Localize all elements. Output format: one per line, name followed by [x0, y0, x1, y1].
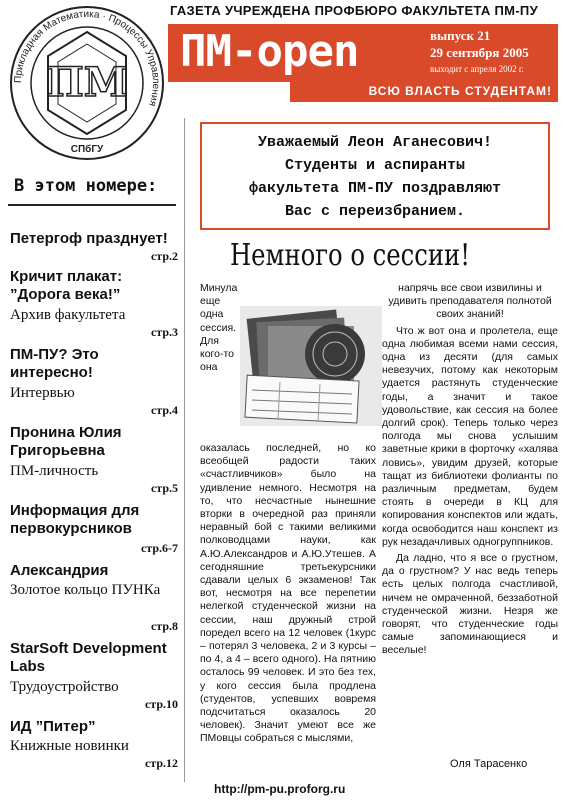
toc-item-page: стр.2 — [150, 249, 178, 263]
article-column-2 — [382, 282, 558, 658]
published-since: выходит с апреля 2002 г. — [430, 64, 524, 74]
congrats-line-1: Уважаемый Леон Аганесович! — [257, 134, 493, 151]
exam-papers-photo — [240, 306, 382, 426]
logo-bottom-text: СПбГУ — [70, 144, 104, 155]
congratulations-box — [200, 122, 550, 230]
toc-item-page: стр.8 — [150, 619, 178, 633]
article-col2-paragraph-2: Что ж вот она и пролетела, еще одна любимая всеми нами сессия, одна из десяти (для самых невезучих, потому как некоторым удается растянуть студенческие годы, а значит и такое удовольствие, как сессия на более долгий срок). Теперь только через полгода мы снова услышим заветные крики в форточку «халява ловись», увидим друзей, которые тащат из библиотеки фолианты по различным предметам, будем стоять в очереди в КЦ для копирования конспектов или ждать, когда освободится наш конспект из рук незадачливых одногруппников. — [382, 324, 558, 548]
toc-item-subtitle: Золотое кольцо ПУНКа — [10, 582, 161, 598]
newspaper-title: ПМ-open — [180, 26, 359, 77]
toc-heading: В этом номере: — [14, 176, 158, 196]
toc-item-title[interactable]: Пронина Юлия Григорьевна — [10, 424, 122, 459]
toc-item-page: стр.6-7 — [140, 541, 178, 555]
article-col1-text: Минула еще одна сессия. Для кого-то она оказалась последней, но ко всеобщей радости таких «счастливчиков» было на удивление немного. Несмотря на то, что несчастные нынешние вторки в очередной раз приняли неравный бой с такими великими полководцами науки, как А.Ю.Александров и А.Ю.Утешев. А сегодняшние третьекурсники сдавали целых 6 экзаменов! Так вот, несмотря на все перепетии нелегкой студенческой жизни на сессии, наш дружный строй поредел всего на 12 человек (1курс – потерял 3 человека, 2 и 3 курсы – по 4, а 4 – всего одного). На пятнию осталось 99 человек. И это без тех, у кого сессия была продлена (студентов, успевших вовремя подсчитаться оказалось 20 человек). Значит умеют все же ПМовцы собраться с мыслями, — [200, 282, 376, 745]
issue-number: выпуск 21 — [430, 28, 491, 43]
toc-item-title[interactable]: Кричит плакат: ”Дорога века!” — [10, 268, 123, 303]
svg-text:ПМ: ПМ — [45, 59, 129, 106]
column-divider — [184, 118, 185, 782]
toc-item-subtitle: Трудоустройство — [10, 679, 119, 695]
toc-item-title[interactable]: ПМ-ПУ? Это интересно! — [10, 346, 99, 381]
toc-item-page: стр.12 — [144, 756, 178, 770]
toc-item-subtitle: Книжные новинки — [10, 738, 129, 754]
footer-url-link[interactable]: http://pm-pu.proforg.ru — [214, 782, 346, 796]
congrats-line-2: Студенты и аспиранты — [284, 157, 466, 174]
toc-item-page: стр.3 — [150, 325, 178, 339]
toc-item-title[interactable]: Александрия — [10, 562, 109, 579]
issue-date: 29 сентября 2005 — [430, 45, 529, 60]
toc-divider — [8, 204, 176, 206]
toc-item-title[interactable]: StarSoft Development Labs — [10, 640, 167, 675]
slogan: ВСЮ ВЛАСТЬ СТУДЕНТАМ! — [368, 84, 552, 98]
article-col2-paragraph-1: напрячь все свои извилины и удивить преподавателя полнотой своих знаний! — [388, 282, 552, 321]
masthead-bar — [168, 24, 558, 82]
founder-line: ГАЗЕТА УЧРЕЖДЕНА ПРОФБЮРО ФАКУЛЬТЕТА ПМ-ПУ — [170, 3, 538, 18]
toc-item-subtitle: Интервью — [10, 385, 75, 401]
toc-item-title[interactable]: Информация для первокурсников — [10, 502, 140, 537]
congrats-line-3: факультета ПМ-ПУ поздравляют — [248, 180, 502, 197]
article-title: Немного о сессии! — [230, 238, 470, 273]
logo-ring-text: Прикладная Математика · Процессы Управления — [12, 8, 162, 108]
toc-item-page: стр.5 — [150, 481, 178, 495]
toc-item-page: стр.10 — [144, 697, 178, 711]
article-author: Оля Тарасенко — [450, 758, 528, 770]
faculty-logo — [8, 4, 166, 162]
slogan-bar — [290, 82, 558, 102]
congrats-line-4: Вас с переизбранием. — [284, 203, 466, 220]
toc-item-title[interactable]: Петергоф празднует! — [10, 230, 168, 247]
issue-info — [430, 28, 554, 78]
toc-item-subtitle: Архив факультета — [10, 307, 126, 323]
toc-item-page: стр.4 — [150, 403, 178, 417]
toc-item-subtitle: ПМ-личность — [10, 463, 99, 479]
toc-item-title[interactable]: ИД ”Питер” — [10, 718, 96, 735]
article-col2-paragraph-3: Да ладно, что я все о грустном, да о грустном? У нас ведь теперь есть целых полгода счастливой, ничем не омраченной, беззаботной студенческой жизни. Незря же говорят, что студенческие годы самые запоминающиеся и веселые! — [382, 552, 558, 657]
